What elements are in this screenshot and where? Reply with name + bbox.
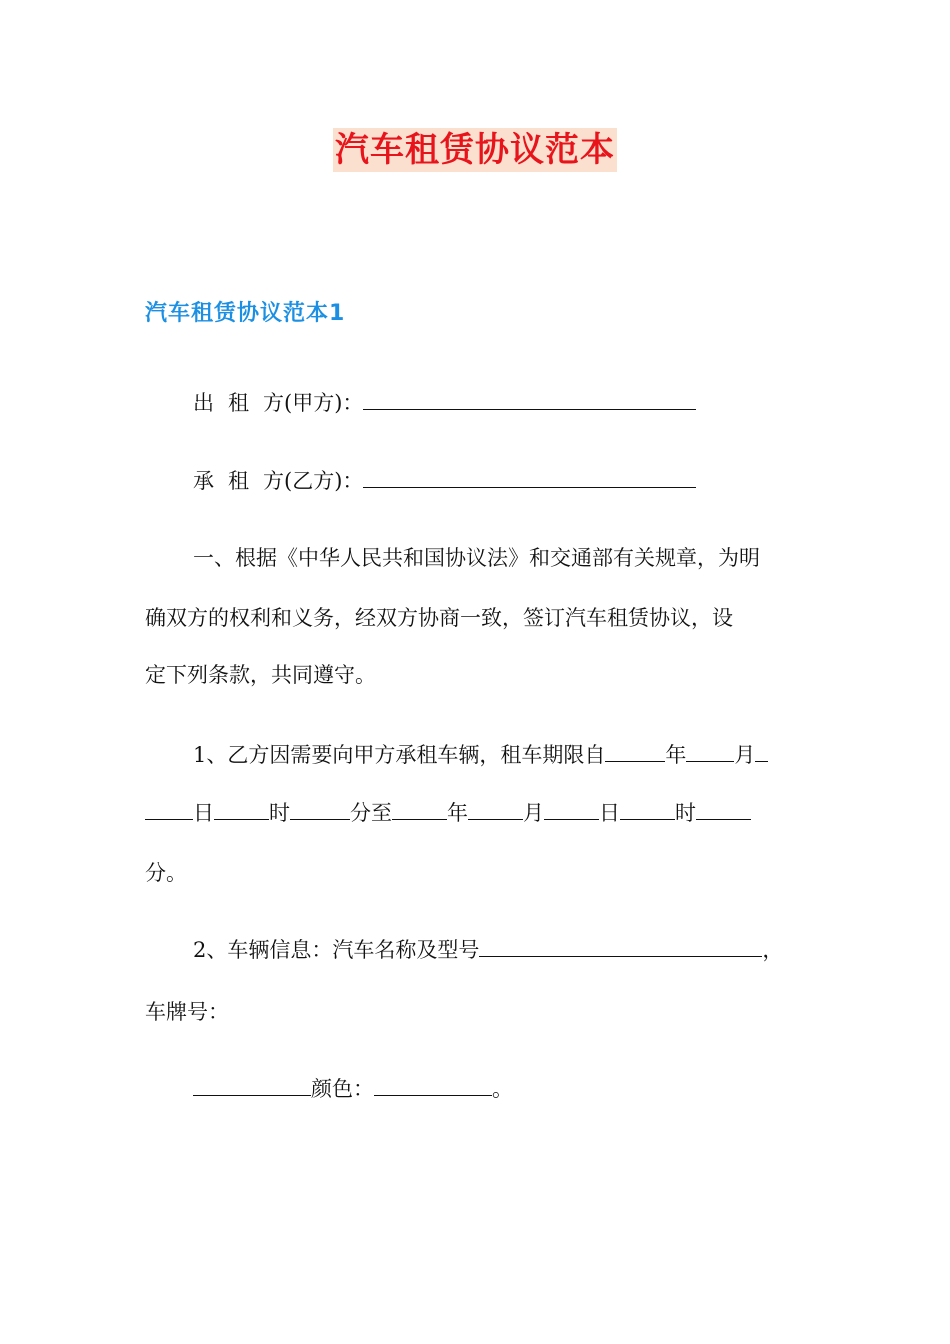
lessor-line [193, 388, 858, 418]
start-minute-blank[interactable] [290, 799, 350, 820]
document-title: 汽车租赁协议范本 [335, 130, 615, 170]
start-day-blank-b[interactable] [145, 799, 193, 820]
start-year-blank[interactable] [605, 741, 665, 762]
clause2-line-1 [193, 935, 813, 965]
clause2-comma: ， [762, 938, 784, 962]
section-heading: 汽车租赁协议范本1 [145, 301, 346, 326]
end-month-blank[interactable] [468, 799, 523, 820]
start-month-label: 月 [734, 743, 756, 767]
end-hour-label: 时 [675, 801, 696, 825]
plate-blank[interactable] [193, 1075, 311, 1096]
end-month-label: 月 [523, 801, 544, 825]
lessor-label-c: 方(甲方)： [263, 391, 364, 415]
intro-line-2: 确双方的权利和义务，经双方协商一致，签订汽车租赁协议，设 [145, 606, 733, 630]
lessor-label-b: 租 [228, 391, 249, 415]
lessee-blank[interactable] [363, 467, 696, 488]
clause1-line-1 [193, 740, 813, 770]
clause1-line-3: 分。 [145, 861, 187, 885]
end-year-label: 年 [447, 801, 468, 825]
start-hour-label: 时 [269, 801, 290, 825]
clause2-period: 。 [492, 1077, 513, 1101]
end-day-blank[interactable] [544, 799, 599, 820]
intro-line-1: 一、根据《中华人民共和国协议法》和交通部有关规章，为明 [193, 546, 760, 570]
clause2-line-3 [193, 1074, 858, 1104]
model-blank[interactable] [479, 936, 762, 957]
color-blank[interactable] [374, 1075, 492, 1096]
start-hour-blank[interactable] [214, 799, 269, 820]
clause1-prefix: 1、乙方因需要向甲方承租车辆，租车期限自 [193, 743, 606, 767]
lessee-label-b: 租 [228, 469, 249, 493]
plate-label: 车牌号： [145, 1000, 229, 1024]
end-day-label: 日 [599, 801, 620, 825]
end-minute-blank[interactable] [696, 799, 751, 820]
end-year-blank[interactable] [392, 799, 447, 820]
intro-line-3: 定下列条款，共同遵守。 [145, 663, 376, 687]
end-hour-blank[interactable] [620, 799, 675, 820]
start-year-label: 年 [665, 743, 687, 767]
lessee-label-c: 方(乙方)： [263, 469, 364, 493]
lessee-label-a: 承 [193, 469, 214, 493]
start-minute-label: 分至 [350, 801, 392, 825]
color-label: 颜色： [311, 1077, 374, 1101]
start-day-blank-a[interactable] [755, 741, 768, 762]
lessor-blank[interactable] [363, 389, 696, 410]
start-day-label: 日 [193, 801, 214, 825]
start-month-blank[interactable] [686, 741, 734, 762]
clause1-line-2 [145, 798, 810, 828]
title-container [0, 128, 950, 172]
clause2-prefix: 2、车辆信息：汽车名称及型号 [193, 938, 480, 962]
lessee-line [193, 466, 858, 496]
lessor-label-a: 出 [193, 391, 214, 415]
